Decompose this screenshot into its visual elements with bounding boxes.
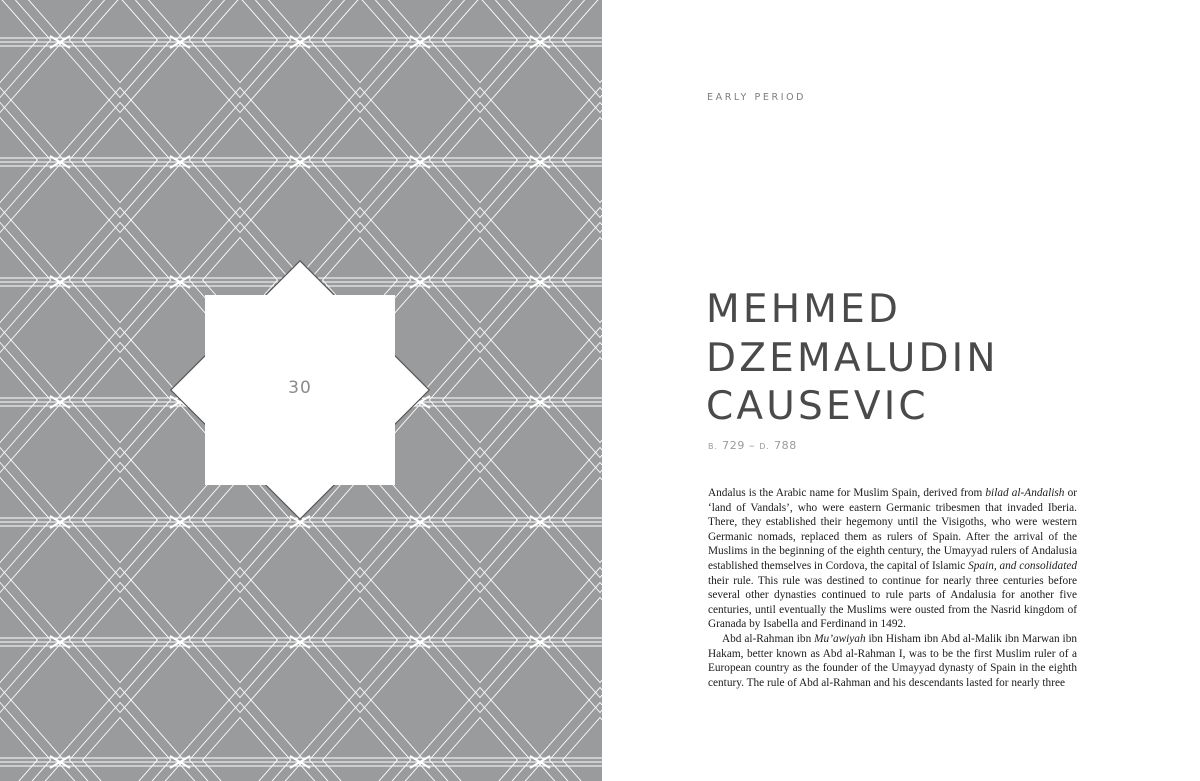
pattern-diamond	[56, 88, 184, 233]
text-run: ibn Hisham ibn Abd al-Malik ibn Marwan ibn Hakam, better known as Abd al-Rahman I, was to be the first Muslim ruler of a European country as the founder of the Umayyad dynasty of Spain in the eighth century. The rule of Abd al-Rahman and his descendants lasted for nearly three	[708, 632, 1077, 689]
pattern-diamond	[56, 448, 184, 593]
pattern-diamond	[0, 703, 51, 781]
pattern-diamond	[536, 88, 602, 233]
pattern-diamond	[296, 568, 424, 713]
pattern-diamond	[429, 703, 530, 781]
pattern-diamond	[309, 103, 410, 218]
pattern-diamond	[83, 478, 158, 563]
pattern-diamond	[0, 0, 51, 98]
pattern-diamond	[549, 103, 602, 218]
pattern-diamond	[0, 328, 64, 473]
pattern-diamond	[83, 718, 158, 781]
pattern-diamond	[83, 598, 158, 683]
chapter-title	[706, 286, 999, 432]
text-run: Andalus is the Arabic name for Muslim Spain, derived from	[708, 487, 986, 499]
pattern-diamond	[323, 718, 398, 781]
pattern-diamond	[416, 0, 544, 113]
pattern-diamond	[563, 478, 602, 563]
pattern-diamond	[323, 598, 398, 683]
paragraph-2	[708, 632, 1077, 690]
text-run: or ‘land of Vandals’, who were eastern Germanic tribesmen that invaded Iberia. There, they established their hegemony until the Visigoths, who were western Germanic nomads, replaced them as rulers of Spain. After the arrival of the Muslims in the beginning of the eighth century, the Umayyad rulers of Andalusia established themselves in Cordova, the capital of Islamic	[708, 487, 1077, 572]
pattern-diamond	[549, 583, 602, 698]
pattern-diamond	[549, 703, 602, 781]
pattern-diamond	[203, 718, 278, 781]
pattern-diamond	[176, 88, 304, 233]
page-number: 30	[288, 378, 312, 398]
pattern-diamond	[429, 343, 530, 458]
pattern-diamond	[536, 568, 602, 713]
pattern-diamond	[563, 118, 602, 203]
death-year: 788	[774, 439, 797, 452]
pattern-diamond	[0, 238, 37, 323]
pattern-diamond	[443, 118, 518, 203]
pattern-diamond	[0, 583, 51, 698]
pattern-diamond	[296, 0, 424, 113]
paragraph-1	[708, 486, 1077, 632]
pattern-diamond	[563, 238, 602, 323]
pattern-diamond	[56, 208, 184, 353]
pattern-diamond	[563, 718, 602, 781]
pattern-diamond	[443, 238, 518, 323]
pattern-diamond	[323, 118, 398, 203]
pattern-diamond	[0, 358, 37, 443]
pattern-diamond	[176, 0, 304, 113]
section-label: EARLY PERIOD	[707, 92, 807, 103]
pattern-diamond	[429, 223, 530, 338]
right-page-text	[602, 0, 1200, 781]
pattern-diamond	[443, 598, 518, 683]
pattern-diamond	[203, 478, 278, 563]
pattern-diamond	[296, 88, 424, 233]
pattern-diamond	[69, 223, 170, 338]
pattern-diamond	[189, 583, 290, 698]
title-line: CAUSEVIC	[706, 384, 929, 429]
pattern-diamond	[563, 598, 602, 683]
pattern-diamond	[83, 238, 158, 323]
pattern-diamond	[309, 703, 410, 781]
pattern-diamond	[443, 358, 518, 443]
pattern-diamond	[189, 703, 290, 781]
pattern-diamond	[69, 343, 170, 458]
pattern-diamond	[429, 103, 530, 218]
pattern-diamond	[0, 568, 64, 713]
pattern-diamond	[536, 448, 602, 593]
italic-term: Mu’awiyah	[814, 632, 866, 645]
pattern-diamond	[549, 223, 602, 338]
title-line: DZEMALUDIN	[706, 335, 999, 381]
italic-term: bilad al-Andalish	[985, 487, 1065, 499]
pattern-diamond	[443, 718, 518, 781]
pattern-diamond	[563, 358, 602, 443]
pattern-diamond	[0, 118, 37, 203]
pattern-diamond	[549, 463, 602, 578]
pattern-diamond	[536, 328, 602, 473]
pattern-diamond	[69, 583, 170, 698]
pattern-diamond	[0, 448, 64, 593]
pattern-diamond	[416, 568, 544, 713]
birth-year: 729	[722, 439, 745, 452]
pattern-diamond	[203, 118, 278, 203]
pattern-diamond	[549, 0, 602, 98]
pattern-diamond	[0, 208, 64, 353]
title-line: MEHMED	[706, 287, 902, 332]
pattern-diamond	[83, 358, 158, 443]
pattern-diamond	[416, 88, 544, 233]
pattern-diamond	[0, 343, 51, 458]
birth-prefix: B.	[708, 442, 719, 451]
pattern-diamond	[69, 703, 170, 781]
pattern-diamond	[189, 103, 290, 218]
pattern-diamond	[416, 328, 544, 473]
pattern-diamond	[416, 448, 544, 593]
pattern-diamond	[536, 0, 602, 113]
text-run: their rule. This rule was destined to continue for nearly three centuries before several other dynasties continued to rule parts of Andalusia for another five centuries, until eventually the Muslims were ousted from the Nasrid kingdom of Granada by Isabella and Ferdinand in 1492.	[708, 574, 1077, 631]
pattern-diamond	[549, 343, 602, 458]
death-prefix: D.	[759, 442, 770, 451]
pattern-diamond	[0, 463, 51, 578]
pattern-diamond	[56, 0, 184, 113]
body-text	[708, 486, 1077, 690]
pattern-diamond	[0, 598, 37, 683]
pattern-diamond	[443, 478, 518, 563]
pattern-diamond	[0, 0, 37, 83]
life-dates	[708, 439, 797, 452]
pattern-diamond	[536, 208, 602, 353]
text-run: Abd al-Rahman ibn	[722, 632, 815, 645]
pattern-diamond	[203, 598, 278, 683]
italic-term: Spain, and consolidated	[968, 559, 1077, 572]
pattern-diamond	[69, 463, 170, 578]
pattern-diamond	[416, 208, 544, 353]
pattern-diamond	[0, 103, 51, 218]
pattern-diamond	[0, 718, 37, 781]
pattern-diamond	[69, 103, 170, 218]
date-separator: –	[749, 439, 756, 452]
pattern-diamond	[0, 88, 64, 233]
pattern-diamond	[83, 118, 158, 203]
pattern-diamond	[56, 568, 184, 713]
pattern-diamond	[309, 583, 410, 698]
pattern-diamond	[563, 0, 602, 83]
pattern-diamond	[323, 478, 398, 563]
pattern-diamond	[429, 463, 530, 578]
pattern-diamond	[429, 583, 530, 698]
pattern-diamond	[56, 328, 184, 473]
pattern-diamond	[0, 223, 51, 338]
pattern-diamond	[0, 0, 64, 113]
pattern-diamond	[176, 568, 304, 713]
pattern-diamond	[0, 478, 37, 563]
